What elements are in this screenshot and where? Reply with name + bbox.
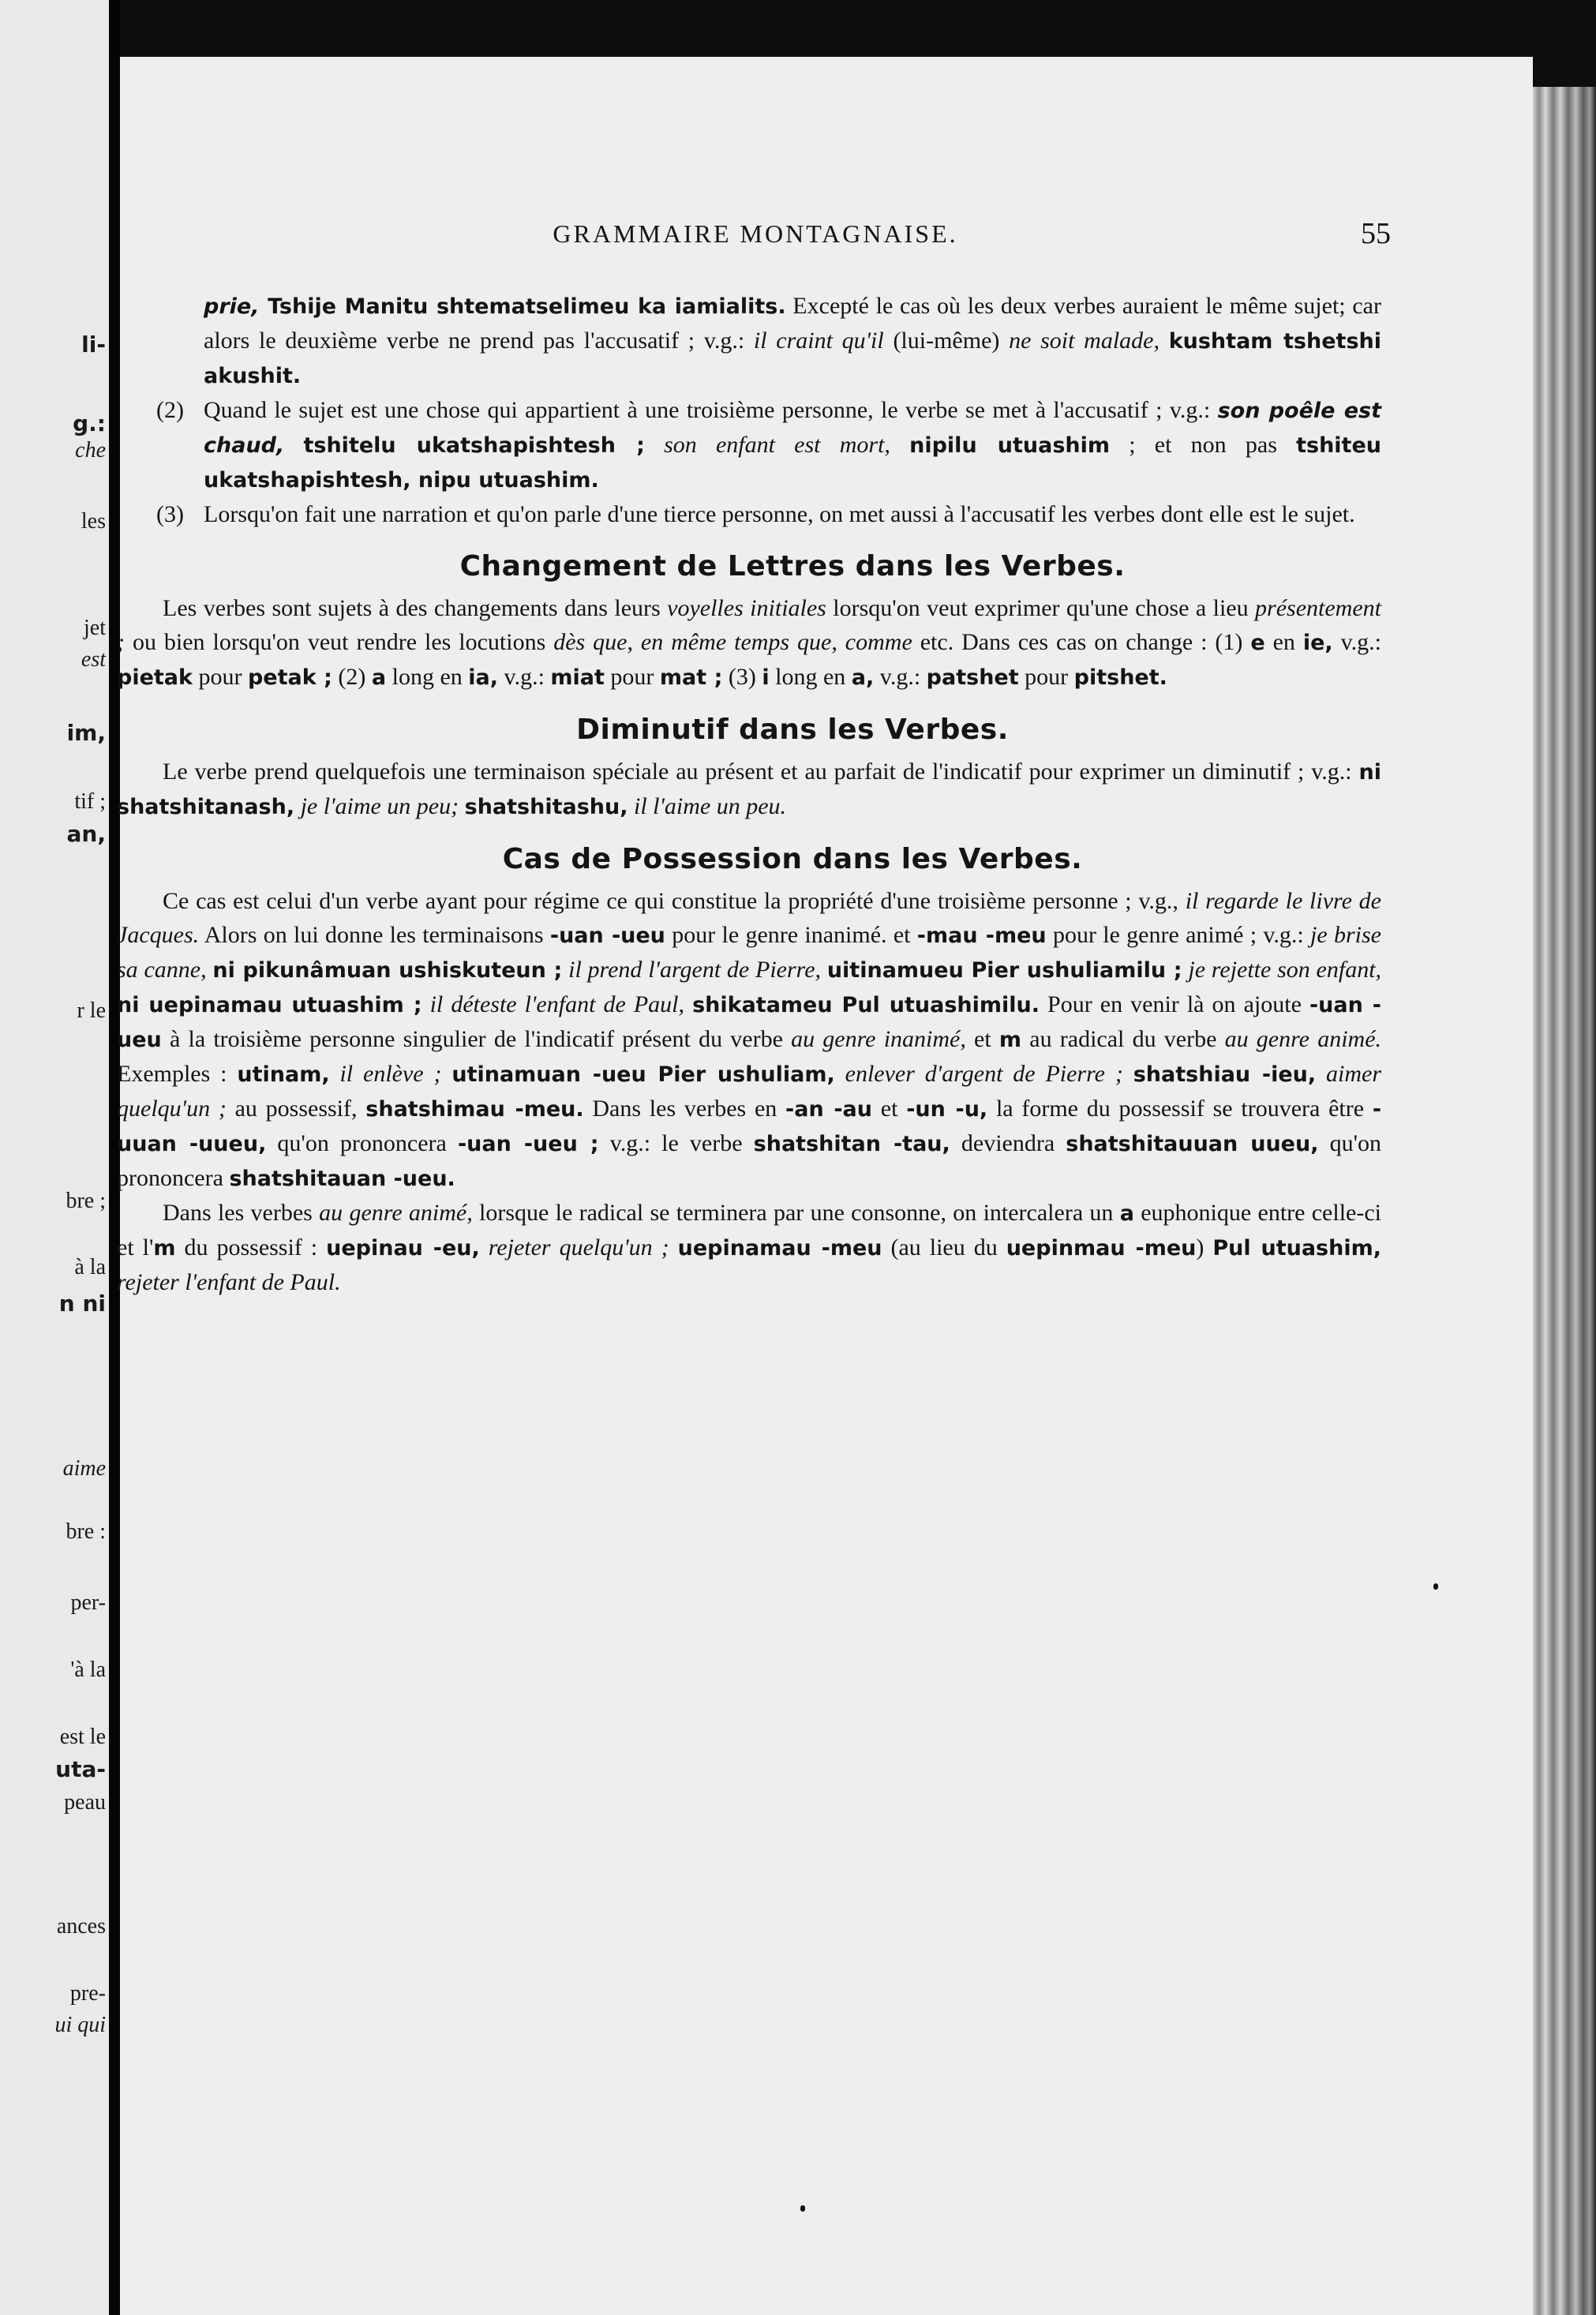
text-run [441,1061,451,1087]
text-run: deviendra [950,1130,1066,1156]
text-run: ie, [1302,631,1333,655]
facing-page-fragment: ances [56,1914,106,1939]
text-run: présentement ; [117,595,1381,655]
text-run: v.g.: [874,664,927,690]
facing-page-fragment: aime [62,1456,106,1481]
text-run: son poêle est chaud, [204,399,1382,458]
text-run [645,432,664,458]
paragraph-changement [117,591,1381,695]
text-run: Alors on lui donne les terminaisons [199,922,550,948]
running-title: GRAMMAIRE MONTAGNAISE. [553,219,958,248]
text-run [835,1061,845,1087]
text-run: kushtam tshetshi akushit. [204,329,1381,388]
text-run: il l'aime un peu. [634,793,787,819]
rule-text: Lorsqu'on fait une narration et qu'on parle d'une tierce personne, on met aussi à l'accusatif les verbes dont elle est le sujet. [204,501,1355,527]
text-run: rejeter l'enfant de Paul. [117,1269,341,1295]
text-run [294,793,301,819]
text-run: shatshitauan -ueu. [229,1167,455,1191]
text-run: pietak [117,665,193,690]
paragraph-possession-2 [117,1196,1381,1299]
text-run: la forme du possessif se trouvera être [987,1096,1373,1122]
facing-page-fragment: à la [74,1255,106,1279]
facing-page-fragment: est [81,647,106,672]
text-run: il enlève ; [339,1061,442,1087]
speck-mark [1433,1583,1438,1590]
text-run: il prend l'argent de Pierre, [568,957,822,983]
text-run: ) [1196,1234,1213,1261]
text-run: v.g.: [1332,629,1382,655]
text-run: Quand le sujet est une chose qui appartient à une troisième personne, le verbe se met à l'accusatif ; v.g.: [204,397,1218,423]
text-run: pour le genre animé ; v.g.: [1046,922,1311,948]
text-run: (3) [722,664,762,690]
text-run [890,432,909,458]
text-run: qu'on prononcera [117,1130,1381,1191]
rule-number: (3) [156,501,184,527]
facing-page-fragment: r le [77,998,106,1023]
text-run: pitshet. [1073,665,1167,690]
facing-page-fragment: tif ; [74,789,106,814]
facing-page-fragment: li- [81,332,106,358]
text-run: shatshimau -meu. [365,1097,584,1122]
text-run: ni pikunâmuan ushiskuteun ; [212,958,563,983]
facing-page-fragment: est le [59,1725,106,1749]
text-run: -uan -ueu ; [457,1132,599,1156]
paragraph-possession [117,884,1381,1196]
text-run: tshiteu ukatshapishtesh, nipu utuashim. [204,433,1381,493]
text-run: ia, [468,665,499,690]
text-run: ; et non pas [1110,432,1297,458]
text-run: euphonique entre celle-ci et l' [117,1200,1382,1261]
text-run: ni shatshitanash, [117,760,1381,819]
section-heading-changement: Changement de Lettres dans les Verbes. [459,550,1126,582]
text-run: Les verbes sont sujets à des changements dans leurs [163,595,668,621]
section-heading-possession: Cas de Possession dans les Verbes. [502,843,1083,875]
text-run: utinam, [237,1062,330,1087]
text-run: m [153,1236,176,1261]
text-run: shatshitauuan uueu, [1066,1132,1319,1156]
text-run: shatshiau -ieu, [1133,1062,1317,1087]
text-run: je brise sa canne, [117,922,1381,983]
page-body [117,289,1382,1299]
text-run: Ce cas est celui d'un verbe ayant pour régime ce qui constitue la propriété d'une troisième personne ; v.g., [163,888,1186,914]
text-run: -uuan -uueu, [117,1097,1382,1156]
running-head [120,219,1391,259]
text-run [684,991,692,1017]
facing-page-fragment: bre : [66,1519,106,1544]
text-run: prie, [204,294,268,319]
text-run [480,1234,489,1261]
facing-page-fragment: peau [64,1790,106,1815]
text-run: uepinmau -meu [1006,1236,1197,1261]
text-run: aimer quelqu'un ; [117,1061,1382,1122]
text-run: miat [550,665,605,690]
facing-page-fragment: g.: [73,410,106,436]
text-run: (2) [332,664,372,690]
text-run: uitinamueu Pier ushuliamilu ; [826,958,1182,983]
text-run: nipilu utuashim [909,433,1111,458]
text-run: e [1250,631,1265,655]
text-run: au radical du verbe [1021,1026,1225,1052]
text-run: lorsque le radical se terminera par une consonne, on intercalera un [472,1200,1120,1226]
text-run: qu'on prononcera [266,1130,458,1156]
text-run: (au lieu du [882,1234,1006,1261]
text-run: au possessif, [226,1096,366,1122]
text-run: a [371,665,387,690]
facing-page-fragment: jet [84,616,106,640]
text-run: pour [1018,664,1074,690]
numbered-rule-3 [156,497,1381,531]
facing-page-fragment: per- [70,1590,106,1615]
page-edges [1533,87,1596,2315]
rule-number: (2) [156,397,184,423]
facing-page-fragment: les [81,509,106,534]
text-run [330,1061,340,1087]
text-run: Dans les verbes en [583,1096,786,1122]
text-run: rejeter quelqu'un ; [488,1234,669,1261]
facing-page-fragment: ui qui [54,2013,106,2037]
text-run: a [1119,1201,1134,1226]
text-run: v.g.: [498,664,551,690]
speck-mark [800,2205,805,2212]
text-run [628,793,635,819]
text-run: et [872,1096,907,1122]
text-run: ou bien lorsqu'on veut rendre les locutions [125,629,554,655]
facing-page-fragment: an, [66,821,106,847]
facing-page-fragment: pre- [69,1981,106,2006]
text-run: je rejette son enfant, [1188,957,1382,983]
text-run: pour le genre inanimé. et [665,922,917,948]
text-run: tshitelu ukatshapishtesh ; [303,433,645,458]
text-run [1316,1061,1326,1087]
text-run: -un -u, [906,1097,988,1122]
text-run: Le verbe prend quelquefois une terminaison spéciale au présent et au parfait de l'indicatif pour exprimer un diminutif ; v.g.: [163,759,1359,785]
facing-page-fragment: 'à la [70,1658,106,1682]
facing-page-fragment: im, [66,720,106,746]
text-run: petak ; [247,665,332,690]
text-run: en [1264,629,1303,655]
text-run: shikatameu Pul utuashimilu. [692,993,1040,1017]
text-run: voyelles initiales [667,595,826,621]
text-run: il regarde le livre de Jacques. [117,888,1381,948]
text-run [1123,1061,1133,1087]
text-run [562,957,568,983]
text-run: i [762,665,770,690]
text-run: ni uepinamau utuashim ; [117,993,422,1017]
text-run: uepinau -eu, [326,1236,480,1261]
facing-page-fragment: che [75,438,106,463]
text-run: enlever d'argent de Pierre ; [845,1061,1123,1087]
facing-page-fragment: n ni [58,1290,106,1317]
text-run: lorsqu'on veut exprimer qu'une chose a lieu [826,595,1256,621]
text-run: je l'aime un peu; [300,793,459,819]
text-run: au genre inanimé, [791,1026,966,1052]
text-run: long en [769,664,852,690]
facing-page-fragment: bre ; [66,1189,106,1213]
text-run: v.g.: le verbe [598,1130,754,1156]
text-run: son enfant est mort, [664,432,890,458]
section-heading-diminutif: Diminutif dans les Verbes. [576,714,1009,746]
text-run: -uan -ueu [117,993,1381,1052]
page-number: 55 [1361,217,1391,250]
text-run: il craint qu'il [753,328,884,354]
text-run: etc. Dans ces cas on change : (1) [912,629,1251,655]
text-run: utinamuan -ueu Pier ushuliam, [451,1062,835,1087]
rule-text [204,393,1381,497]
text-run: pour [604,664,660,690]
text-run [669,1234,678,1261]
facing-page [0,0,109,2315]
text-run: il déteste l'enfant de Paul, [429,991,684,1017]
text-run: (lui-même) [883,328,1010,354]
text-run: shatshitashu, [464,795,628,819]
text-run: Tshije Manitu shtematselimeu ka iamialits. [268,294,786,319]
text-run: Dans les verbes [163,1200,320,1226]
text-run: m [998,1028,1022,1052]
facing-page-fragment: uta- [55,1756,106,1782]
text-run [1160,328,1169,354]
text-run: Exemples : [117,1061,238,1087]
text-run: -an -au [785,1097,872,1122]
text-run: long en [386,664,469,690]
text-run: au genre animé. [1224,1026,1382,1052]
text-run: shatshitan -tau, [753,1132,950,1156]
text-run: Excepté le cas où les deux verbes auraient le même sujet; car alors le deuxième verbe ne prend pas l'accusatif ; v.g.: [204,293,1381,354]
text-run: -uan -ueu [549,923,665,948]
text-run: du possessif : [175,1234,327,1261]
text-run: ne soit malade, [1009,328,1160,354]
text-run: pour [192,664,248,690]
text-run: Pul utuashim, [1212,1236,1381,1261]
text-run [821,957,827,983]
text-run [459,793,465,819]
text-run: patshet [926,665,1019,690]
text-run [422,991,430,1017]
text-run: à la troisième personne singulier de l'indicatif présent du verbe [161,1026,792,1052]
paragraph-diminutif [117,755,1381,824]
numbered-rule-2 [156,393,1381,497]
text-run: Pour en venir là on ajoute [1040,991,1309,1017]
text-run: mat ; [659,665,723,690]
text-run: dès que, en même temps que, comme [553,629,912,655]
text-run: a, [851,665,875,690]
text-run: uepinamau -meu [677,1236,882,1261]
text-run: -mau -meu [916,923,1047,948]
text-run [284,432,303,458]
text-run: et [965,1026,999,1052]
text-run: au genre animé, [319,1200,473,1226]
paragraph-continuation [204,289,1381,393]
